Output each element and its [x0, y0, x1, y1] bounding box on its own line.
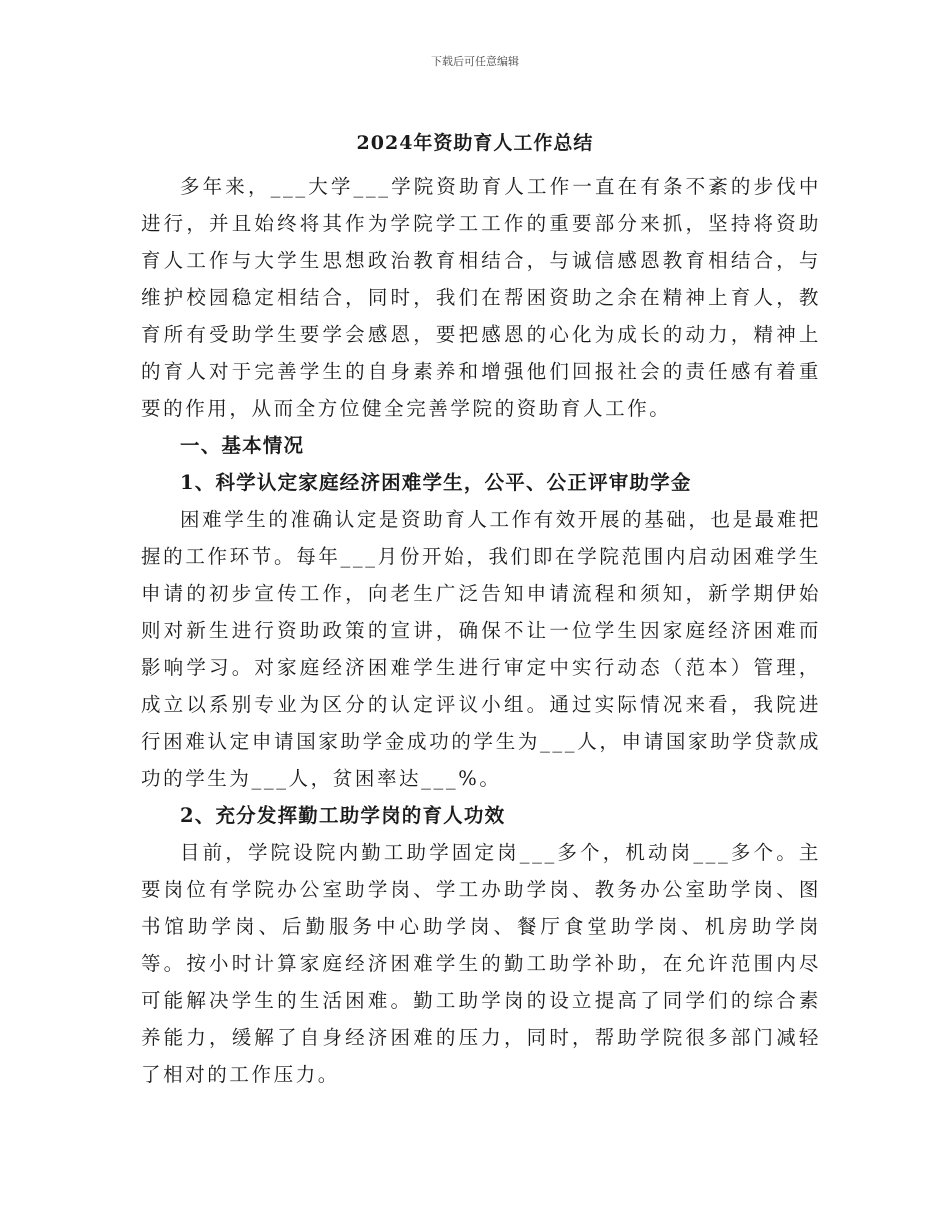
subsection-paragraph-2: 目前，学院设院内勤工助学固定岗___多个，机动岗___多个。主要岗位有学院办公室助学岗、学工办助学岗、教务办公室助学岗、图书馆助学岗、后勤服务中心助学岗、餐厅食堂助学岗、机房助学岗等。按小时计算家庭经济困难学生的勤工助学补助，在允许范围内尽可能解决学生的生活困难。勤工助学岗的设立提高了同学们的综合素养能力，缓解了自身经济困难的压力，同时，帮助学院很多部门减轻了相对的工作压力。	[141, 841, 821, 1086]
subsection-paragraph-1: 困难学生的准确认定是资助育人工作有效开展的基础，也是最难把握的工作环节。每年___月份开始，我们即在学院范围内启动困难学生申请的初步宣传工作，向老生广泛告知申请流程和须知，新学期伊始则对新生进行资助政策的宣讲，确保不让一位学生因家庭经济困难而影响学习。对家庭经济困难学生进行审定中实行动态（范本）管理，成立以系别专业为区分的认定评议小组。通过实际情况来看，我院进行困难认定申请国家助学金成功的学生为___人，申请国家助学贷款成功的学生为___人，贫困率达___%。	[141, 508, 821, 790]
subsection-heading-2: 2、充分发挥勤工助学岗的育人功效	[180, 804, 506, 827]
subsection-heading-1: 1、科学认定家庭经济困难学生，公平、公正评审助学金	[180, 471, 692, 494]
document-body	[141, 168, 821, 1093]
document-title: 2024年资助育人工作总结	[356, 132, 594, 154]
section-heading-basic: 一、基本情况	[180, 434, 305, 457]
header-note: 下载后可任意编辑	[431, 55, 519, 68]
intro-paragraph: 多年来，___大学___学院资助育人工作一直在有条不紊的步伐中进行，并且始终将其作为学院学工工作的重要部分来抓，坚持将资助育人工作与大学生思想政治教育相结合，与诚信感恩教育相结合，与维护校园稳定相结合，同时，我们在帮困资助之余在精神上育人，教育所有受助学生要学会感恩，要把感恩的心化为成长的动力，精神上的育人对于完善学生的自身素养和增强他们回报社会的责任感有着重要的作用，从而全方位健全完善学院的资助育人工作。	[141, 175, 821, 420]
